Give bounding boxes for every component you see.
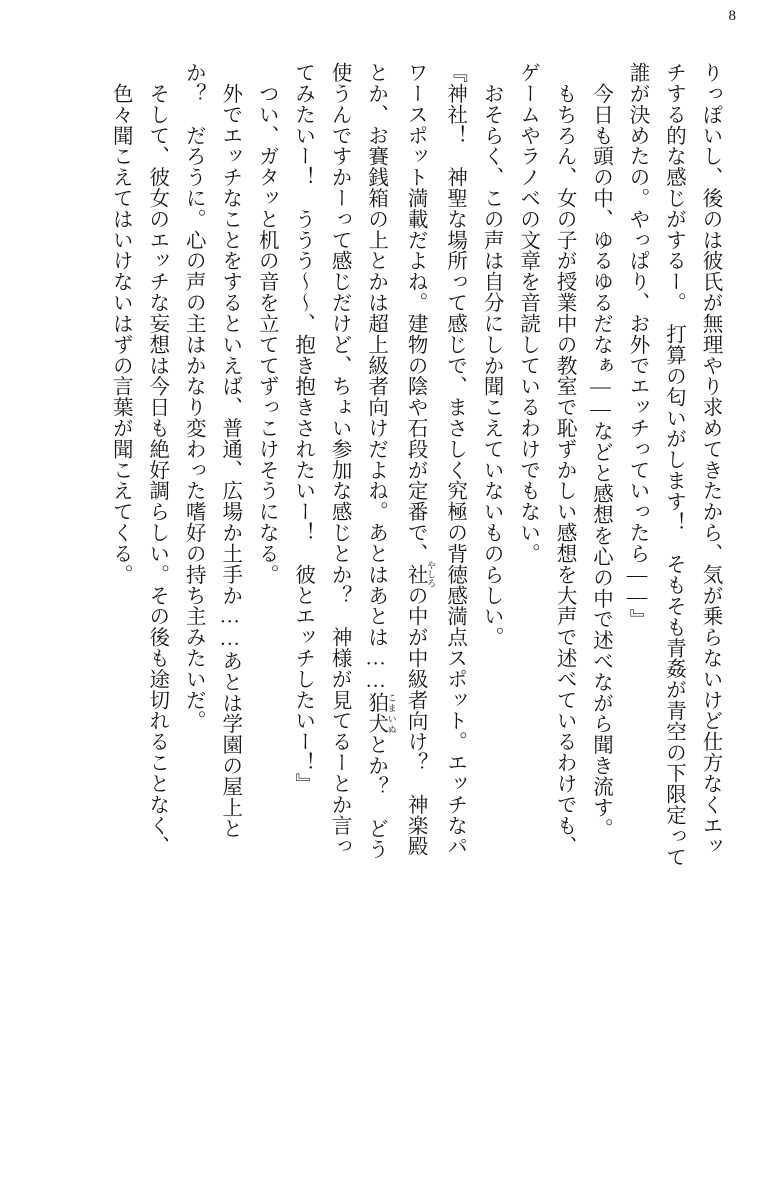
text-segment: とか、お賽銭箱の上とかは超上級者向けだよね。あとはあとは…… xyxy=(364,62,387,693)
text-line: か？ だろうに。心の声の主はかなり変わった嗜好の持ち主みたいだ。 xyxy=(182,62,205,732)
text-line: 『神社！ 神聖な場所って感じで、まさしく究極の背徳感満点スポット。エッチなパ xyxy=(443,62,466,857)
text-line: 使うんですかーって感じだけど、ちょい参加な感じとか？ 神様が見てるーとか言っ xyxy=(328,62,351,857)
text-line: てみたいー！ ううう～～、抱き抱きされたいー！ 彼とエッチしたいー！』 xyxy=(291,62,314,794)
text-line: 今日も頭の中、ゆるゆるだなぁ――などと感想を心の中で述べながら聞き流す。 xyxy=(589,62,612,839)
page-body-text xyxy=(44,62,728,1122)
text-segment: とか？ どう xyxy=(364,734,387,860)
text-line: ゲームやラノベの文章を音読しているわけでもない。 xyxy=(516,62,539,564)
text-line: そして、彼女のエッチな妄想は今日も絶好調らしい。その後も途切れることなく、 xyxy=(145,62,168,857)
text-line: もちろん、女の子が授業中の教室で恥ずかしい感想を大声で述べているわけでも、 xyxy=(553,62,576,857)
text-line: 誰が決めたの。やっぱり、お外でエッチっていったら――』 xyxy=(626,62,649,630)
text-line: 色々聞こえてはいけないはずの言葉が聞こえてくる。 xyxy=(109,62,132,585)
text-line-with-ruby xyxy=(357,62,396,1122)
text-line: チする的な感じがするー。 打算の匂いがします！ そもそも青姦が青空の下限定って xyxy=(662,62,685,868)
page-number: 8 xyxy=(728,8,736,24)
text-line-with-ruby xyxy=(397,62,436,1122)
text-line: おそらく、この声は自分にしか聞こえていないものらしい。 xyxy=(480,62,503,648)
text-line: 外でエッチなことをするといえば、普通、広場か土手か……あとは学園の屋上と xyxy=(218,62,241,839)
ruby-yashiro: 社 やしろ xyxy=(404,560,437,588)
text-segment: の中が中級者向け？ 神楽殿 xyxy=(404,584,427,857)
text-line: りっぽいし、後のは彼氏が無理やり求めてきたから、気が乗らないけど仕方なくエッ xyxy=(699,62,721,857)
text-line: つい、ガタッと机の音を立ててずっこけそうになる。 xyxy=(255,62,278,585)
text-segment: ワースポット満載だよね。建物の陰や石段が定番で、 xyxy=(404,62,427,564)
ruby-komainu: 狛犬 こまいぬ xyxy=(364,692,397,735)
